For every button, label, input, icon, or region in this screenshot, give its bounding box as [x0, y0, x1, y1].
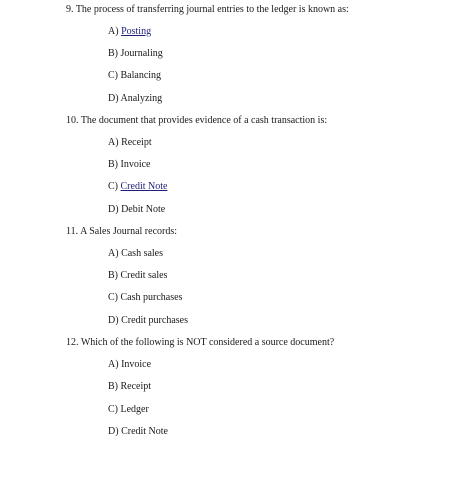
option-prefix: C) [108, 70, 121, 81]
question-11-option-a [108, 248, 163, 260]
option-label: Debit Note [121, 204, 166, 215]
question-9-option-d [108, 93, 162, 105]
option-label: Journaling [120, 48, 163, 59]
question-9-option-c [108, 70, 161, 82]
question-11-option-c [108, 292, 182, 304]
option-prefix: D) [108, 204, 122, 215]
option-label: Cash sales [121, 248, 164, 259]
option-prefix: A) [108, 137, 122, 148]
option-prefix: C) [108, 404, 121, 415]
option-c-link-credit-note[interactable]: Credit Note [120, 181, 168, 192]
option-prefix: A) [108, 26, 122, 37]
option-prefix: D) [108, 426, 122, 437]
question-10-option-a [108, 137, 152, 149]
question-9-option-a [108, 26, 151, 38]
option-prefix: D) [108, 315, 122, 326]
option-label: Credit purchases [121, 315, 188, 326]
question-10-option-c [108, 181, 167, 193]
option-prefix: B) [108, 48, 121, 59]
option-label: Balancing [120, 70, 162, 81]
option-prefix: C) [108, 181, 121, 192]
option-label: Credit sales [120, 270, 168, 281]
option-prefix: B) [108, 381, 121, 392]
option-prefix: D) [108, 93, 121, 104]
option-prefix: A) [108, 248, 122, 259]
option-label: Invoice [120, 159, 151, 170]
option-label: Receipt [121, 137, 152, 148]
question-12-option-a [108, 359, 151, 371]
question-12-option-d [108, 426, 168, 438]
option-label: Invoice [121, 359, 152, 370]
option-label: Credit Note [121, 426, 168, 437]
question-9-option-b [108, 48, 163, 60]
question-12-option-c [108, 404, 149, 416]
question-10-option-b [108, 159, 151, 171]
question-9: 9. The process of transferring journal entries to the ledger is known as: [66, 4, 349, 15]
question-11-option-d [108, 315, 188, 327]
option-label: Cash purchases [120, 292, 183, 303]
option-label: Receipt [120, 381, 152, 392]
option-label: Analyzing [120, 93, 163, 104]
question-10-option-d [108, 204, 165, 216]
option-label: Ledger [120, 404, 149, 415]
question-12-option-b [108, 381, 151, 393]
option-a-link-posting[interactable]: Posting [121, 26, 152, 37]
question-11: 11. A Sales Journal records: [66, 226, 178, 237]
question-10: 10. The document that provides evidence of a cash transaction is: [66, 115, 328, 126]
option-prefix: C) [108, 292, 121, 303]
option-prefix: B) [108, 159, 121, 170]
option-prefix: B) [108, 270, 121, 281]
option-prefix: A) [108, 359, 122, 370]
question-12: 12. Which of the following is NOT considered a source document? [66, 337, 335, 348]
question-11-option-b [108, 270, 167, 282]
